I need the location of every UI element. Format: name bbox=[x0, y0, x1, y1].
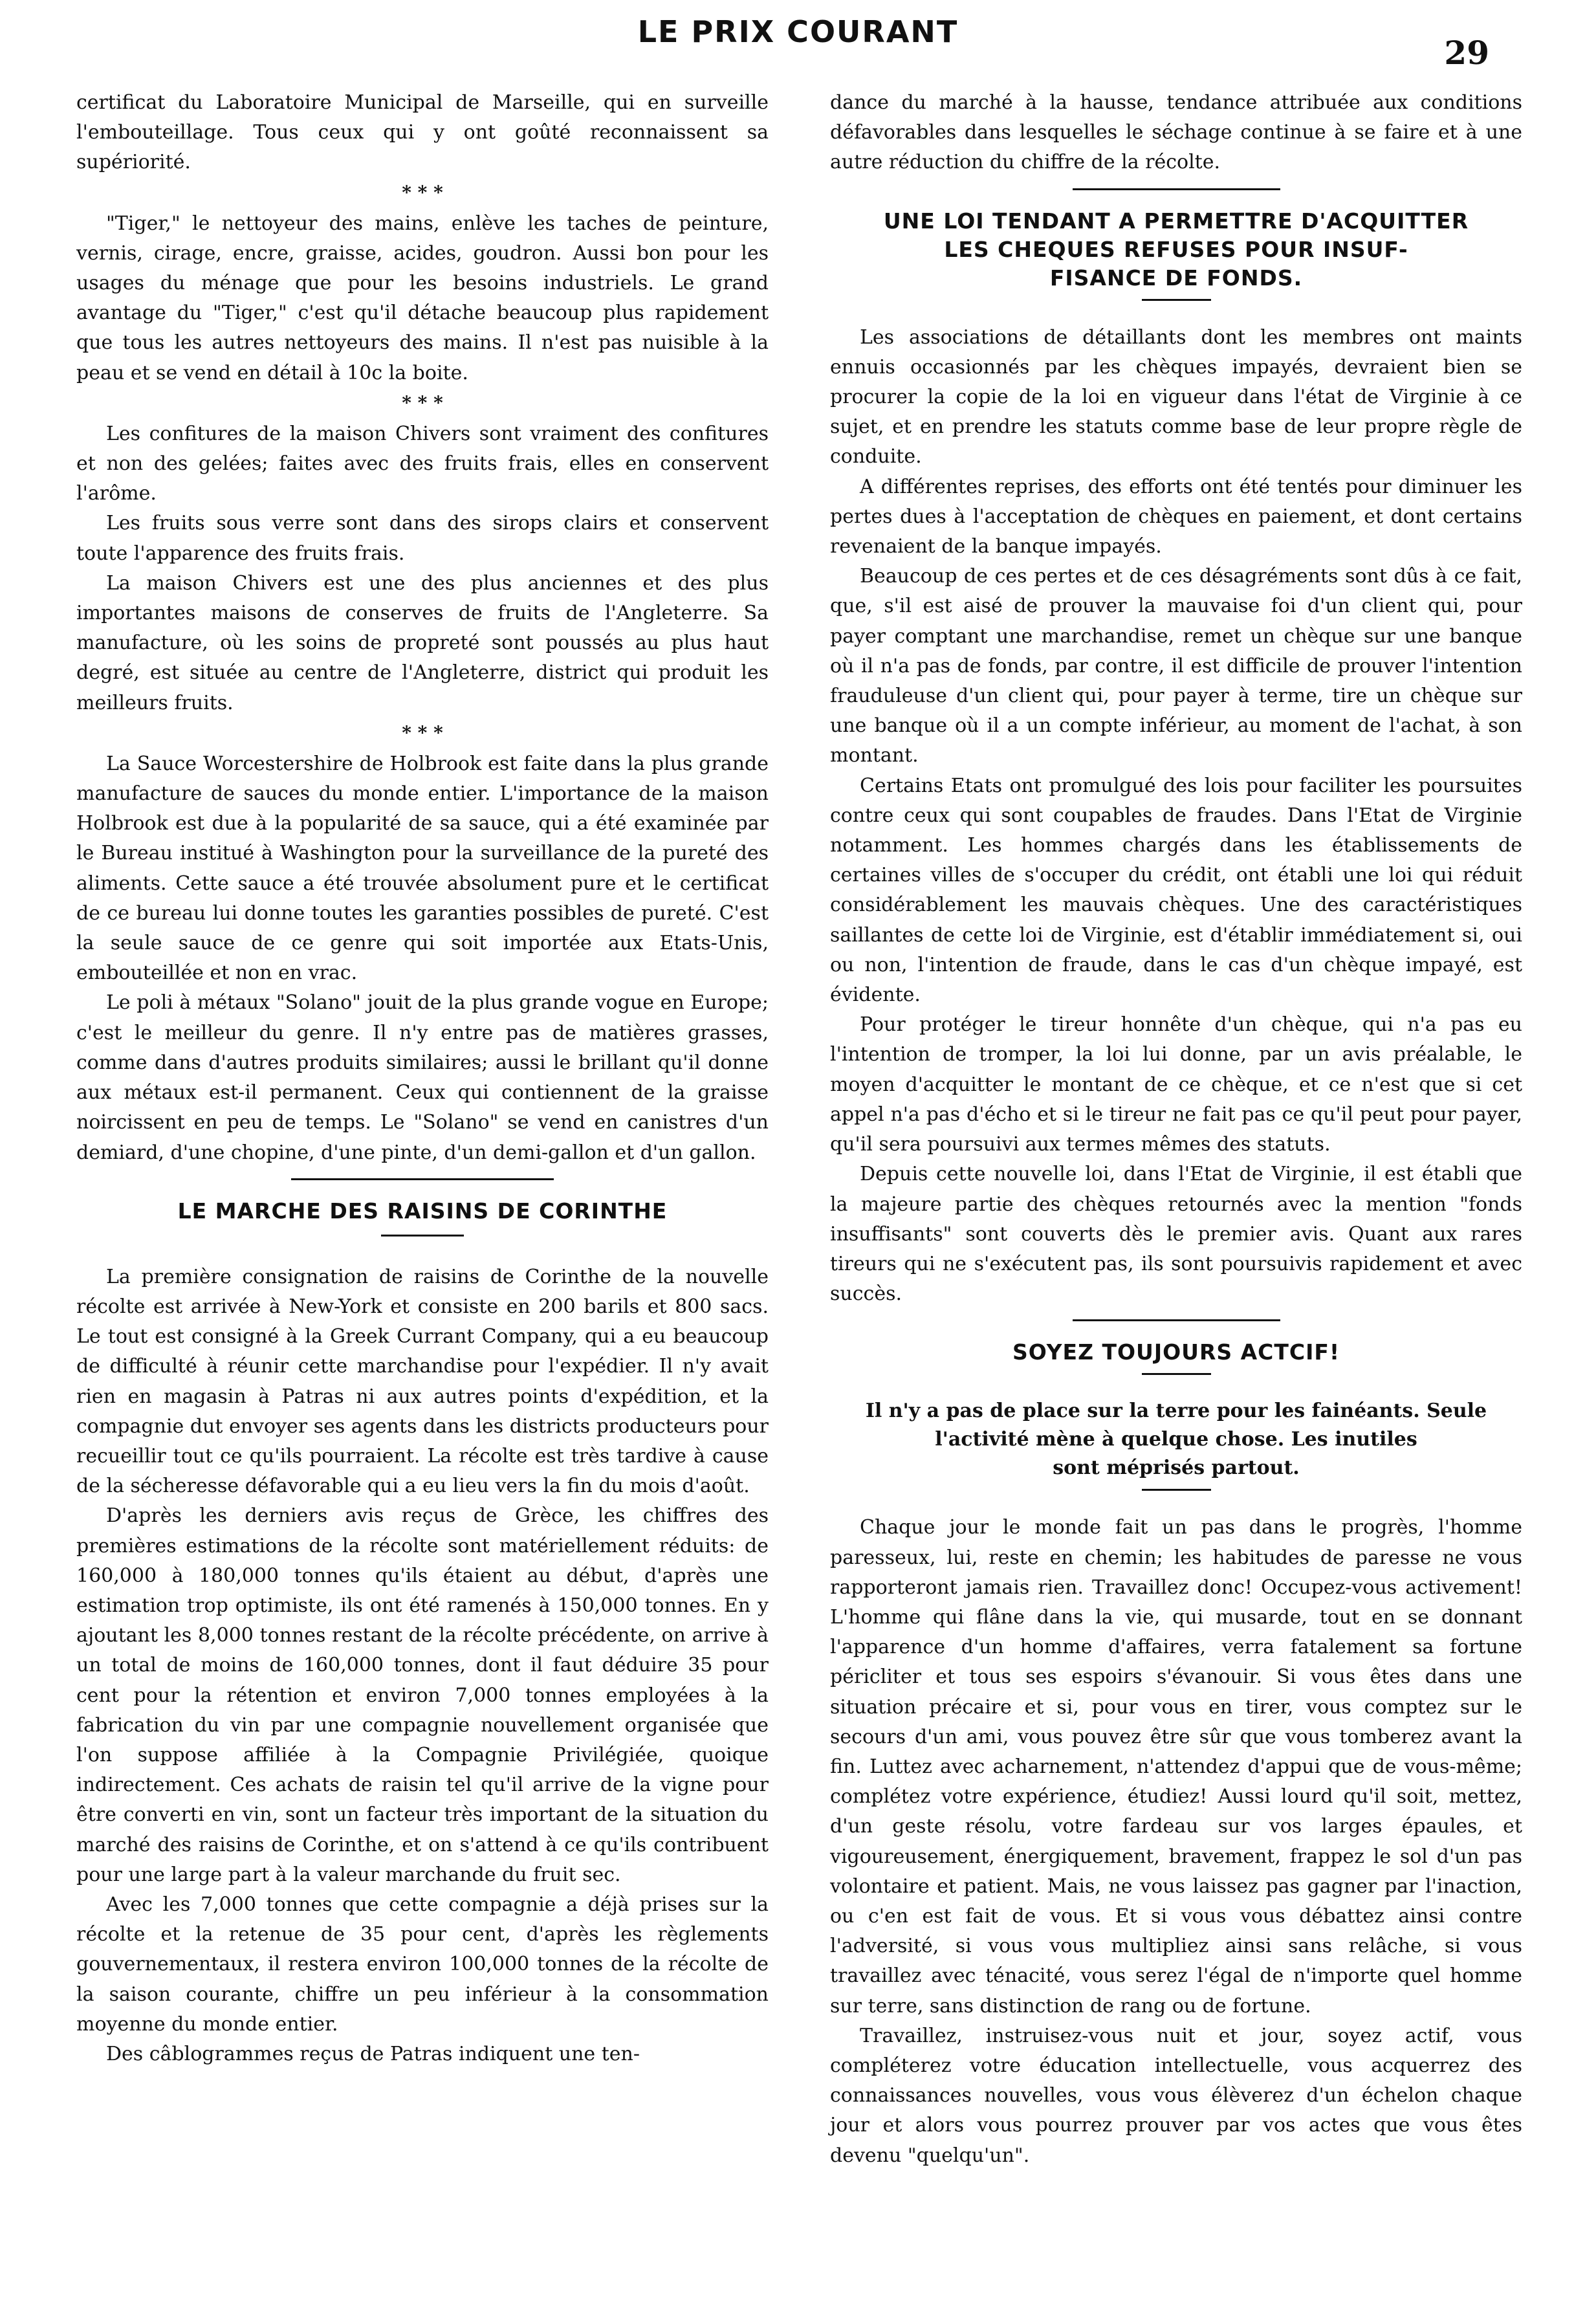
paragraph: Avec les 7,000 tonnes que cette compagnie a déjà prises sur la récolte et la retenue de 35 pour cent, d'après les règlements gouvernementaux, il restera environ 100,000 tonnes de la récolte de la saison courante, chiffre un peu inférieur à la consommation moyenne du monde entier. bbox=[76, 1893, 769, 2036]
separator-stars: * * * bbox=[402, 391, 443, 413]
section-divider bbox=[1073, 1319, 1280, 1321]
paragraph: Les confitures de la maison Chivers sont vraiment des confitures et non des gelées; faites avec des fruits frais, elles en conservent l'arôme. bbox=[76, 422, 769, 505]
section-heading-loi-line-3: FISANCE DE FONDS. bbox=[1049, 265, 1303, 291]
section-divider bbox=[291, 1178, 554, 1180]
separator-stars: * * * bbox=[402, 721, 443, 743]
paragraph: "Tiger," le nettoyeur des mains, enlève les taches de peinture, vernis, cirage, encre, graisse, acides, goudron. Aussi bon pour les usages du ménage que pour les besoins industriels. Le grand avantage du "Tiger," c'est qu'il détache beaucoup plus rapidement que tous les autres nettoyeurs des mains. Il n'est pas nuisible à la peau et se vend en détail à 10c la boite. bbox=[76, 212, 769, 384]
paragraph: D'après les derniers avis reçus de Grèce, les chiffres des premières estimations de la récolte sont matériellement réduits: de 160,000 à 180,000 tonnes qu'ils étaient au début, d'après une estimation trop optimiste, ils ont été ramenés à 150,000 tonnes. En y ajoutant les 8,000 tonnes restant de la récolte précédente, on arrive à un total de moins de 160,000 tonnes, dont il faut déduire 35 pour cent pour la rétention et environ 7,000 tonnes employées à la fabrication du vin par une compagnie nouvellement organisée que l'on suppose affiliée à la Compagnie Privilégiée, quoique indirectement. Ces achats de raisin tel qu'il arrive de la vigne pour être converti en vin, sont un facteur très important de la situation du marché des raisins de Corinthe, et on s'attend à ce qu'ils contribuent pour une large part à la valeur marchande du fruit sec. bbox=[76, 1504, 769, 1886]
subheading-line-2: l'activité mène à quelque chose. Les inutiles bbox=[935, 1428, 1417, 1451]
paragraph: La Sauce Worcestershire de Holbrook est faite dans la plus grande manufacture de sauces du monde entier. L'importance de la maison Holbrook est due à la popularité de sa sauce, qui a été examinée par le Bureau institué à Washington pour la surveillance de la pureté des aliments. Cette sauce a été trouvée absolument pure et le certificat de ce bureau lui donne toutes les garanties possibles de pureté. C'est la seule sauce de ce genre qui soit importée aux Etats-Unis, embouteillée et non en vrac. bbox=[76, 752, 769, 985]
paragraph: La maison Chivers est une des plus anciennes et des plus importantes maisons de conserves de fruits de l'Angleterre. Sa manufacture, où les soins de propreté sont poussés au plus haut degré, est située au centre de l'Angleterre, district qui produit les meilleurs fruits. bbox=[76, 571, 769, 714]
section-heading-corinthe: LE MARCHE DES RAISINS DE CORINTHE bbox=[177, 1198, 668, 1224]
section-heading-loi-line-1: UNE LOI TENDANT A PERMETTRE D'ACQUITTER bbox=[883, 208, 1469, 234]
subheading-line-1: Il n'y a pas de place sur la terre pour les fainéants. Seule bbox=[865, 1400, 1487, 1423]
paragraph: dance du marché à la hausse, tendance attribuée aux conditions défavorables dans lesquelles le séchage continue à se faire et à une autre réduction du chiffre de la récolte. bbox=[830, 91, 1522, 174]
left-column bbox=[76, 88, 769, 2069]
paragraph: Certains Etats ont promulgué des lois pour faciliter les poursuites contre ceux qui sont coupables de fraudes. Dans l'Etat de Virginie notamment. Les hommes chargés dans les établissements de certaines villes de s'occuper du crédit, ont établi une loi qui réduit considérablement les mauvais chèques. Une des caractéristiques saillantes de cette loi de Virginie, est d'établir immédiatement si, oui ou non, l'intention de fraude, dans le cas d'un chèque impayé, est évidente. bbox=[830, 774, 1522, 1007]
paragraph: certificat du Laboratoire Municipal de Marseille, qui en surveille l'embouteillage. Tous ceux qui y ont goûté reconnaissent sa supériorité. bbox=[76, 91, 769, 174]
heading-underline bbox=[1142, 1373, 1211, 1375]
separator-stars: * * * bbox=[402, 181, 443, 203]
section-heading-actif: SOYEZ TOUJOURS ACTCIF! bbox=[1012, 1339, 1340, 1365]
paragraph: Les associations de détaillants dont les membres ont maints ennuis occasionnés par les chèques impayés, devraient bien se procurer la copie de la loi en vigueur dans l'état de Virginie à ce sujet, et en prendre les statuts comme base de leur propre règle de conduite. bbox=[830, 325, 1522, 468]
section-heading-loi-line-2: LES CHEQUES REFUSES POUR INSUF- bbox=[944, 236, 1408, 262]
paragraph: Depuis cette nouvelle loi, dans l'Etat de Virginie, il est établi que la majeure partie des chèques retournés avec la mention "fonds insuffisants" sont couverts dès le premier avis. Quant aux rares tireurs qui ne s'exécutent pas, ils sont poursuivis rapidement et avec succès. bbox=[830, 1163, 1522, 1306]
paragraph: Des câblogrammes reçus de Patras indiquent une ten- bbox=[106, 2042, 640, 2065]
paragraph: Beaucoup de ces pertes et de ces désagréments sont dûs à ce fait, que, s'il est aisé de prouver la mauvaise foi d'un client qui, pour payer comptant une marchandise, remet un chèque sur une banque où il n'a pas de fonds, par contre, il est difficile de prouver l'intention frauduleuse d'un client qui, pour payer à terme, tire un chèque sur une banque où il a un compte inférieur, au moment de l'achat, à son montant. bbox=[830, 565, 1522, 767]
paragraph: La première consignation de raisins de Corinthe de la nouvelle récolte est arrivée à New-York et consiste en 200 barils et 800 sacs. Le tout est consigné à la Greek Currant Company, qui a eu beaucoup de difficulté à réunir cette marchandise pour l'expédier. Il n'y avait rien en magasin à Patras ni aux autres points d'expédition, et la compagnie dut envoyer ses agents dans les districts producteurs pour recueillir tout ce qu'ils pourraient. La récolte est très tardive à cause de la sécheresse défavorable qui a eu lieu vers la fin du mois d'août. bbox=[76, 1265, 769, 1498]
heading-underline bbox=[1142, 1489, 1211, 1491]
heading-underline bbox=[1142, 299, 1211, 301]
paragraph: Le poli à métaux "Solano" jouit de la plus grande vogue en Europe; c'est le meilleur du genre. Il n'y entre pas de matières grasses, comme dans d'autres produits similaires; aussi le brillant qu'il donne aux métaux est-il permanent. Ceux qui contiennent de la graisse noircissent en peu de temps. Le "Solano" se vend en canistres d'un demiard, d'une chopine, d'une pinte, d'un demi-gallon et d'un gallon. bbox=[76, 991, 769, 1164]
subheading-line-3: sont méprisés partout. bbox=[1053, 1456, 1300, 1480]
paragraph: Les fruits sous verre sont dans des sirops clairs et conservent toute l'apparence des fruits frais. bbox=[76, 512, 769, 565]
paragraph: Travaillez, instruisez-vous nuit et jour, soyez actif, vous compléterez votre éducation intellectuelle, vous acquerrez des connaissances nouvelles, vous vous élèverez d'un échelon chaque jour et alors vous pourrez prouver par vos actes que vous êtes devenu "quelqu'un". bbox=[830, 2024, 1522, 2167]
section-divider bbox=[1073, 188, 1280, 190]
right-column bbox=[830, 88, 1522, 2171]
page-number: 29 bbox=[1444, 34, 1489, 72]
paragraph: Chaque jour le monde fait un pas dans le progrès, l'homme paresseux, lui, reste en chemin; les habitudes de paresse ne vous rapporteront jamais rien. Travaillez donc! Occupez-vous activement! L'homme qui flâne dans la vie, qui musarde, tout en se donnant l'apparence d'un homme d'affaires, verra fatalement sa fortune péricliter et tous ses espoirs s'évanouir. Si vous êtes dans une situation précaire et si, pour vous en tirer, vous comptez sur le secours d'un ami, vous pouvez être sûr que vous tomberez avant la fin. Luttez avec acharnement, n'attendez d'appui que de vous-même; complétez votre expérience, étudiez! Aussi lourd qu'il soit, mettez, d'un geste résolu, votre fardeau sur vos larges épaules, et vigoureusement, énergiquement, bravement, frappez le sol d'un pas volontaire et patient. Mais, ne vous laissez pas gagner par l'inaction, ou c'en est fait de vous. Et si vous vous débattez ainsi contre l'adversité, si vous vous multipliez ainsi sans relâche, si vous travaillez avec ténacité, vous serez l'égal de n'importe quel homme sur terre, sans distinction de rang ou de fortune. bbox=[830, 1516, 1522, 2017]
paragraph: Pour protéger le tireur honnête d'un chèque, qui n'a pas eu l'intention de tromper, la loi lui donne, par un avis préalable, le moyen d'acquitter le montant de ce chèque, et ce n'est que si cet appel n'a pas d'écho et si le tireur ne fait pas ce qu'il peut pour payer, qu'il sera poursuivi aux termes mêmes des statuts. bbox=[830, 1013, 1522, 1156]
heading-underline bbox=[381, 1235, 464, 1236]
page-header-title: LE PRIX COURANT bbox=[637, 14, 959, 49]
paragraph: A différentes reprises, des efforts ont été tentés pour diminuer les pertes dues à l'acceptation de chèques en paiement, et dont certains revenaient de la banque impayés. bbox=[830, 475, 1522, 558]
